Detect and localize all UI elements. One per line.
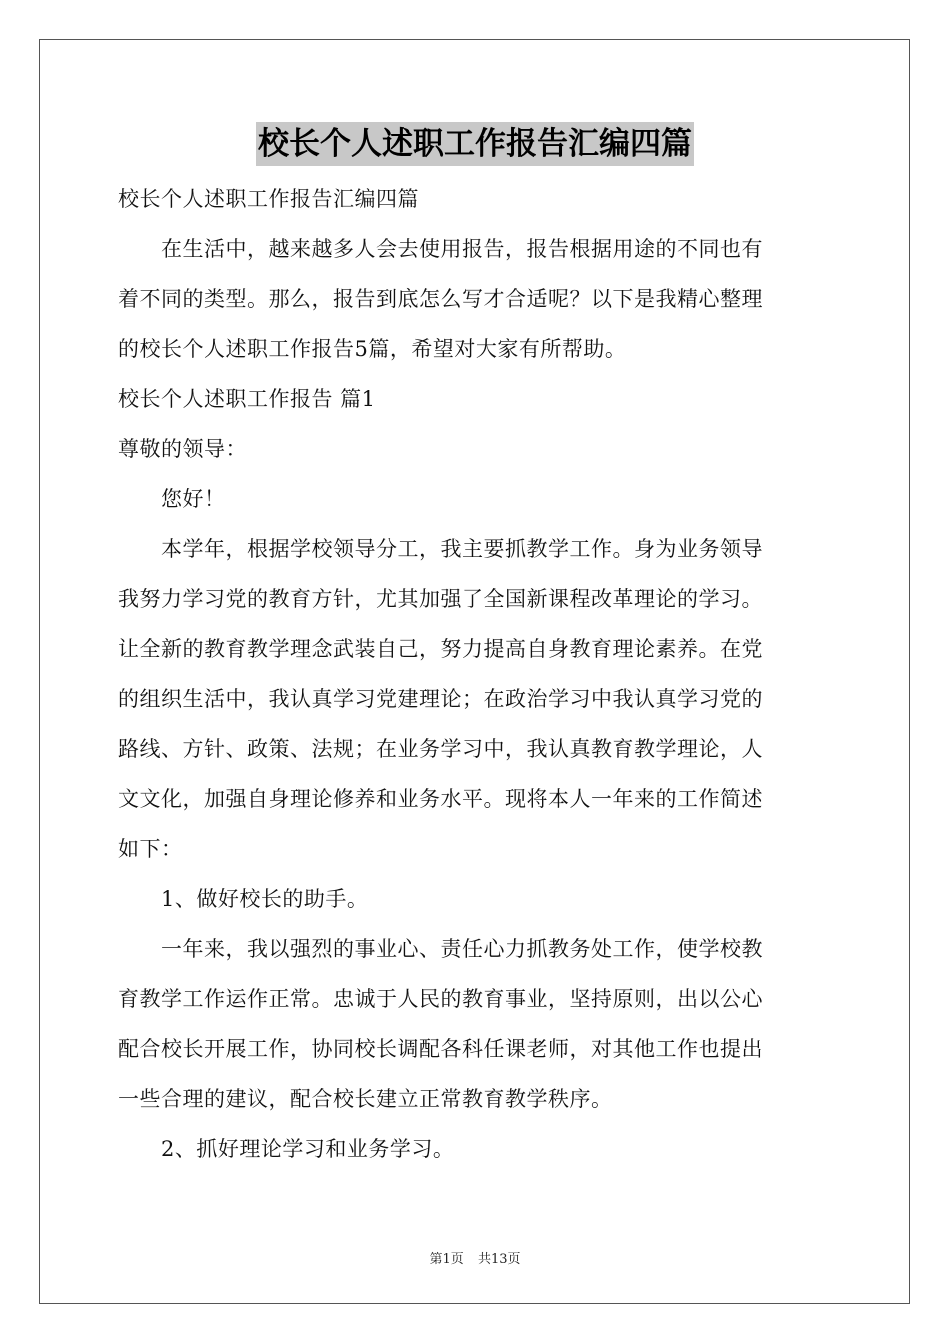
greeting: 您好！ (118, 487, 226, 511)
paragraph-line: 一年来，我以强烈的事业心、责任心力抓教务处工作，使学校教 (118, 937, 763, 961)
salutation: 尊敬的领导： (118, 437, 247, 461)
paragraph-line: 配合校长开展工作，协同校长调配各科任课老师，对其他工作也提出 (118, 1037, 763, 1061)
paragraph-line: 我努力学习党的教育方针，尤其加强了全国新课程改革理论的学习。 (118, 587, 763, 611)
paragraph-line: 文文化，加强自身理论修养和业务水平。现将本人一年来的工作简述 (118, 787, 763, 811)
page-number: 第1页 (429, 1252, 464, 1267)
page-border (39, 39, 910, 1304)
document-title: 校长个人述职工作报告汇编四篇 (256, 122, 694, 166)
section-heading: 校长个人述职工作报告 篇1 (118, 387, 376, 411)
paragraph-line: 在生活中，越来越多人会去使用报告，报告根据用途的不同也有 (118, 237, 763, 261)
paragraph-line: 一些合理的建议，配合校长建立正常教育教学秩序。 (118, 1087, 613, 1111)
paragraph-line: 着不同的类型。那么，报告到底怎么写才合适呢？以下是我精心整理 (118, 287, 763, 311)
paragraph-line: 育教学工作运作正常。忠诚于人民的教育事业，坚持原则，出以公心 (118, 987, 763, 1011)
paragraph-line: 本学年，根据学校领导分工，我主要抓教学工作。身为业务领导 (118, 537, 763, 561)
paragraph-line: 如下： (118, 837, 183, 861)
paragraph-line: 路线、方针、政策、法规；在业务学习中，我认真教育教学理论，人 (118, 737, 763, 761)
paragraph-line: 的校长个人述职工作报告5篇，希望对大家有所帮助。 (118, 337, 627, 361)
paragraph-line: 的组织生活中，我认真学习党建理论；在政治学习中我认真学习党的 (118, 687, 763, 711)
page-total: 共13页 (477, 1252, 521, 1267)
list-heading: 2、抓好理论学习和业务学习。 (118, 1137, 455, 1161)
page-footer (0, 1248, 950, 1267)
list-heading: 1、做好校长的助手。 (118, 887, 369, 911)
title-wrapper (0, 122, 950, 166)
paragraph-line: 让全新的教育教学理念武装自己，努力提高自身教育理论素养。在党 (118, 637, 763, 661)
subtitle-line: 校长个人述职工作报告汇编四篇 (118, 187, 419, 211)
